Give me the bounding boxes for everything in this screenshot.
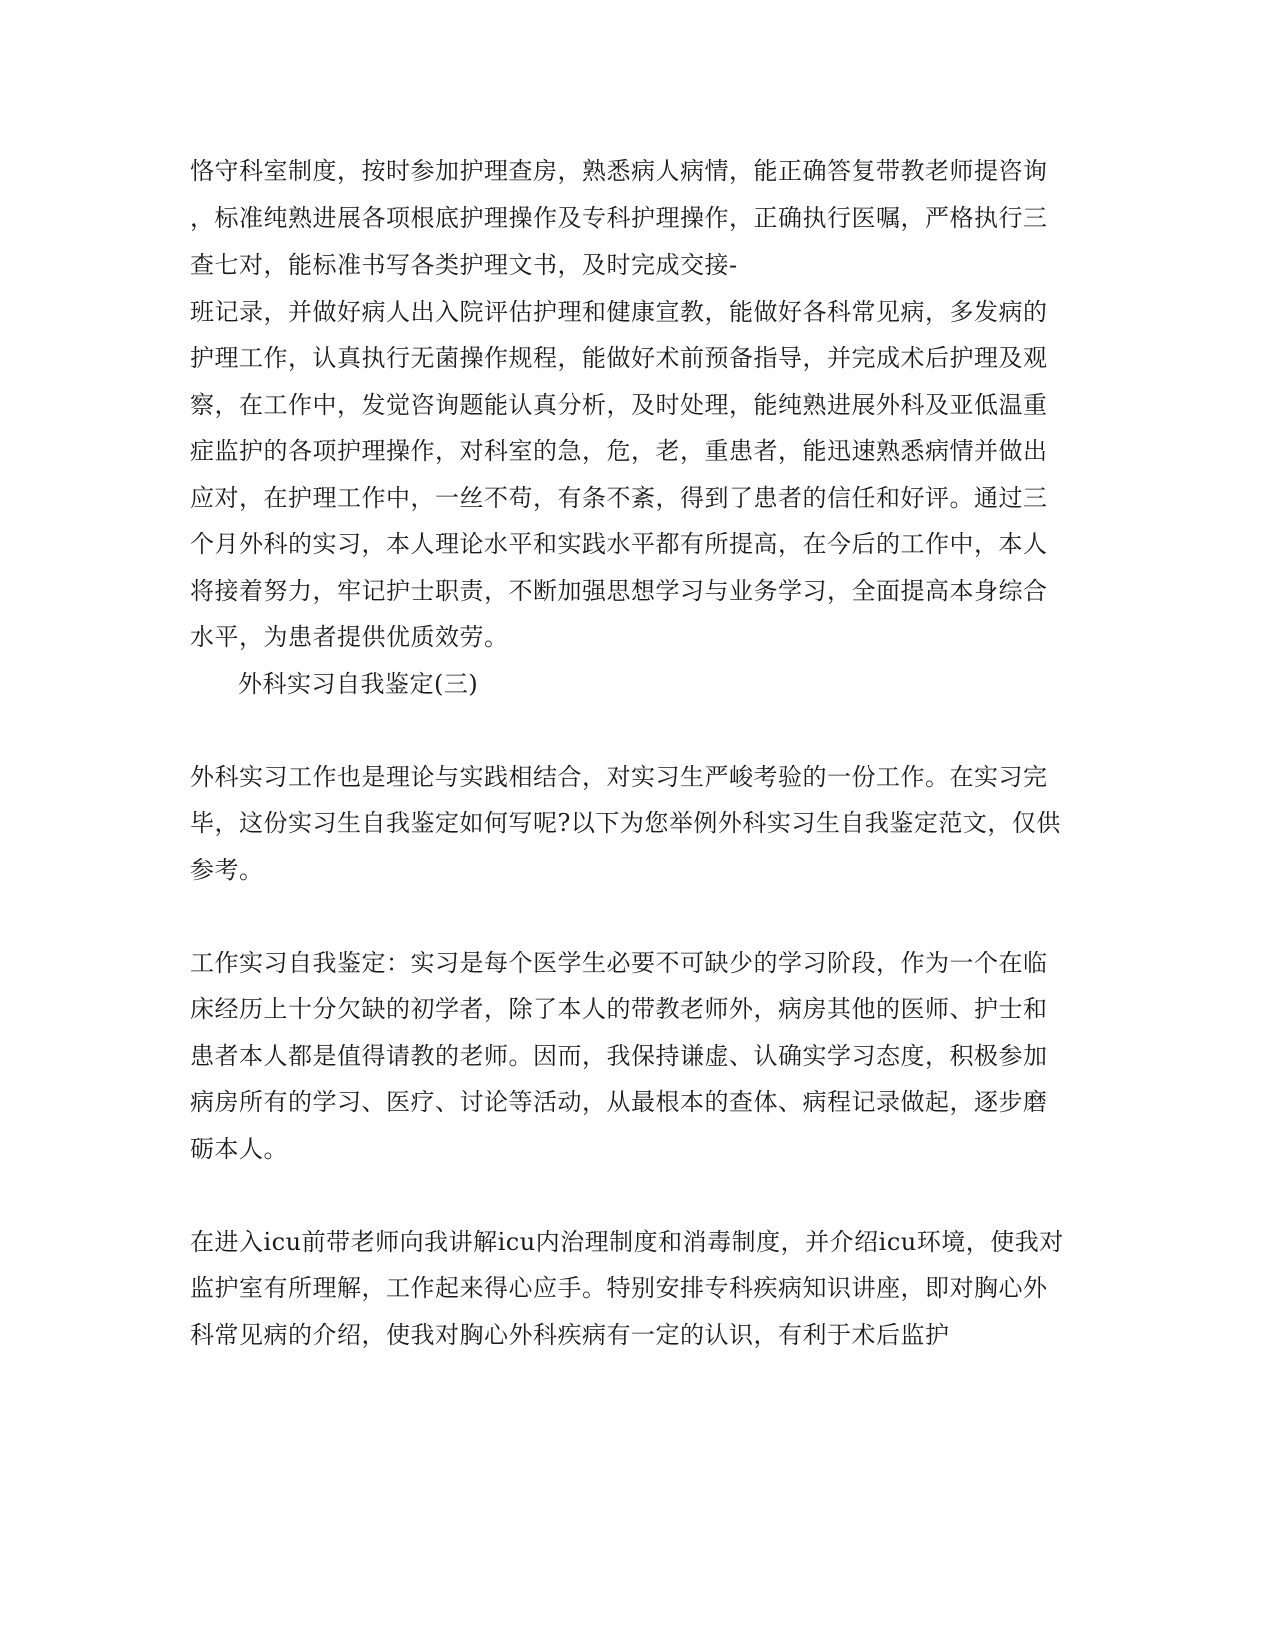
section-heading: 外科实习自我鉴定(三) xyxy=(238,670,479,698)
text-line: 患者本人都是值得请教的老师。因而，我保持谦虚、认确实学习态度，积极参加 xyxy=(190,1042,1048,1070)
text-line: 参考。 xyxy=(190,856,264,884)
text-line: 护理工作，认真执行无菌操作规程，能做好术前预备指导，并完成术后护理及观 xyxy=(190,344,1048,372)
text-line: 班记录，并做好病人出入院评估护理和健康宣教，能做好各科常见病，多发病的 xyxy=(190,298,1048,326)
text-line: 将接着努力，牢记护士职责，不断加强思想学习与业务学习，全面提高本身综合 xyxy=(190,577,1048,605)
text-line: 外科实习工作也是理论与实践相结合，对实习生严峻考验的一份工作。在实习完 xyxy=(190,763,1048,791)
text-line: 个月外科的实习，本人理论水平和实践水平都有所提高，在今后的工作中，本人 xyxy=(190,530,1048,558)
text-line: 恪守科室制度，按时参加护理查房，熟悉病人病情，能正确答复带教老师提咨询 xyxy=(190,157,1048,185)
text-line: 症监护的各项护理操作，对科室的急，危，老，重患者，能迅速熟悉病情并做出 xyxy=(190,437,1048,465)
text-line: 水平，为患者提供优质效劳。 xyxy=(190,623,509,651)
text-line: 毕，这份实习生自我鉴定如何写呢?以下为您举例外科实习生自我鉴定范文，仅供 xyxy=(190,809,1061,837)
text-line: ，标准纯熟进展各项根底护理操作及专科护理操作，正确执行医嘱，严格执行三 xyxy=(190,204,1048,232)
text-line: 工作实习自我鉴定：实习是每个医学生必要不可缺少的学习阶段，作为一个在临 xyxy=(190,949,1048,977)
text-line: 在进入icu前带老师向我讲解icu内治理制度和消毒制度，并介绍icu环境，使我对 xyxy=(190,1228,1064,1256)
text-line: 科常见病的介绍，使我对胸心外科疾病有一定的认识，有利于术后监护 xyxy=(190,1321,950,1349)
text-line: 砺本人。 xyxy=(190,1135,288,1163)
text-line: 床经历上十分欠缺的初学者，除了本人的带教老师外，病房其他的医师、护士和 xyxy=(190,995,1048,1023)
text-line: 监护室有所理解，工作起来得心应手。特别安排专科疾病知识讲座，即对胸心外 xyxy=(190,1274,1048,1302)
text-line: 应对，在护理工作中，一丝不苟，有条不紊，得到了患者的信任和好评。通过三 xyxy=(190,484,1048,512)
text-line: 察，在工作中，发觉咨询题能认真分析，及时处理，能纯熟进展外科及亚低温重 xyxy=(190,391,1048,419)
text-line: 查七对，能标准书写各类护理文书，及时完成交接- xyxy=(190,251,738,279)
text-line: 病房所有的学习、医疗、讨论等活动，从最根本的查体、病程记录做起，逐步磨 xyxy=(190,1088,1048,1116)
